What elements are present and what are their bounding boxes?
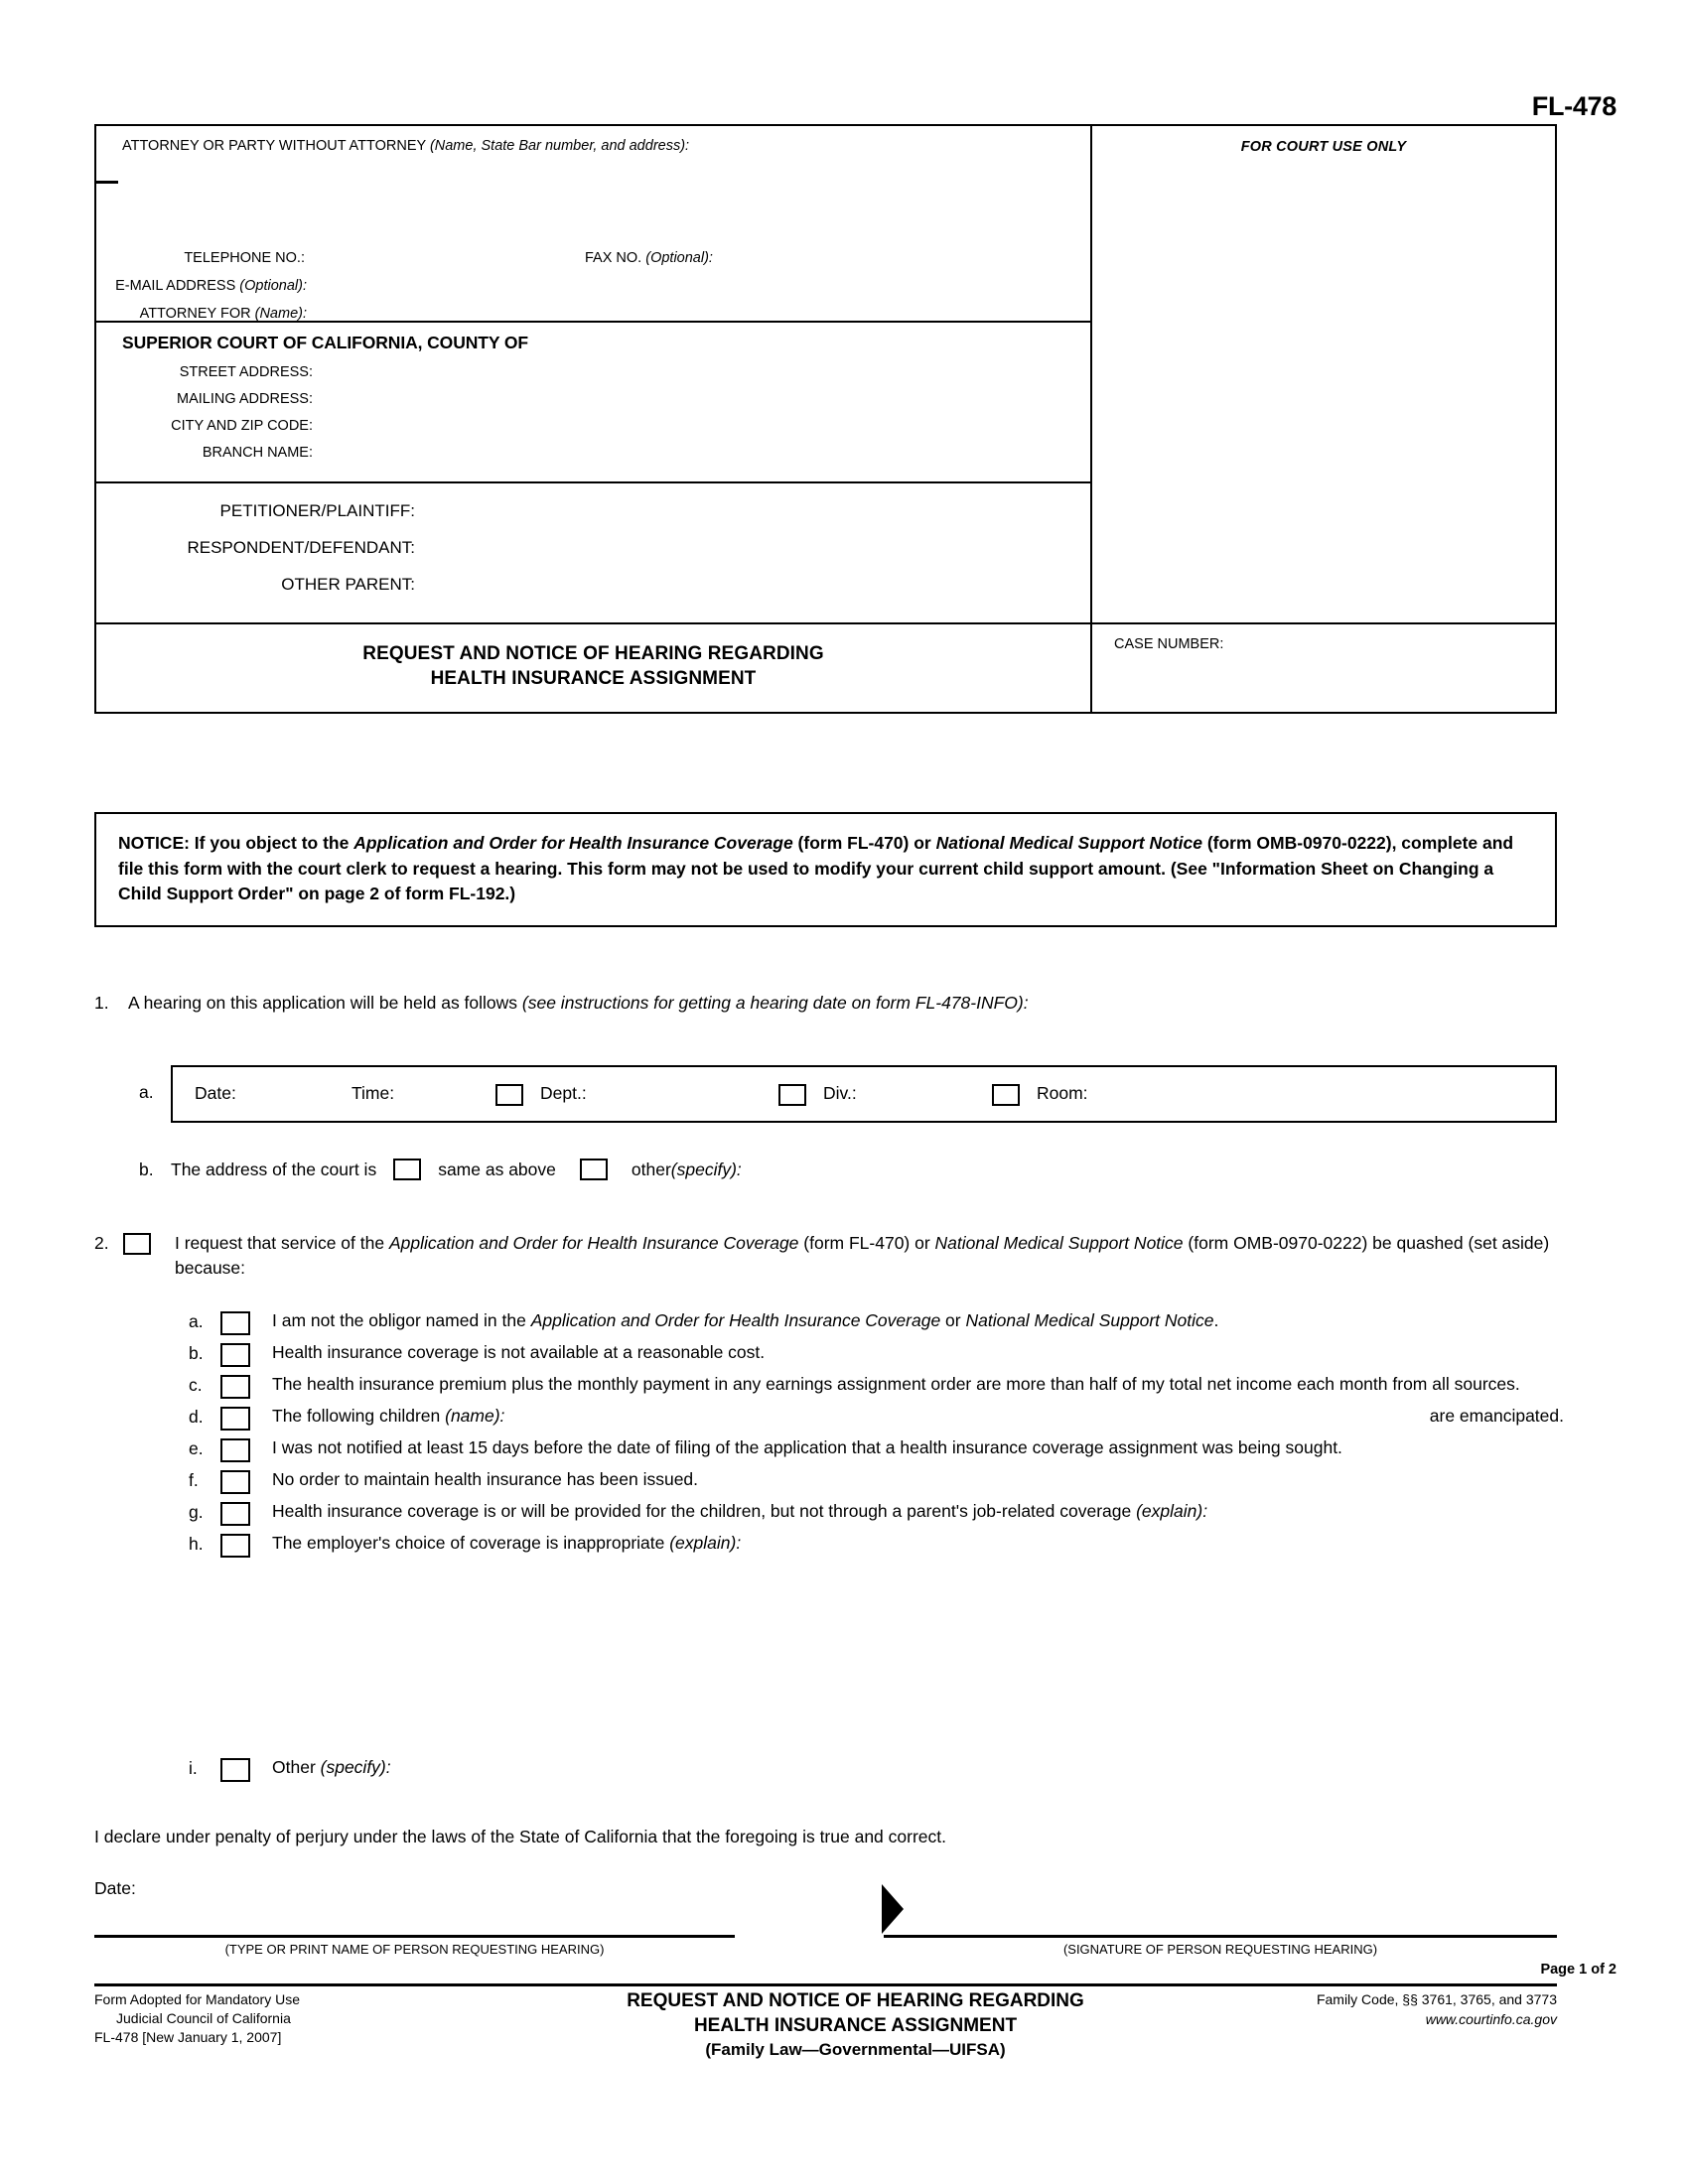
room-label: Room: bbox=[1037, 1083, 1088, 1103]
petitioner-label: PETITIONER/PLAINTIFF: bbox=[219, 501, 415, 520]
hearing-details-box bbox=[171, 1065, 1557, 1123]
subitem-d-trailing: are emancipated. bbox=[1429, 1406, 1564, 1426]
email-label-text: E-MAIL ADDRESS bbox=[115, 278, 236, 294]
subitem-h-checkbox[interactable] bbox=[220, 1531, 272, 1558]
hearing-date-label: Date: bbox=[195, 1083, 236, 1103]
street-address-label: STREET ADDRESS: bbox=[179, 364, 313, 380]
item-1b-same-label: same as above bbox=[438, 1159, 556, 1179]
subitem-i-italic1: (specify): bbox=[320, 1757, 391, 1777]
hearing-time-label: Time: bbox=[352, 1083, 395, 1103]
city-zip-label: CITY AND ZIP CODE: bbox=[171, 418, 313, 434]
subitem-f-checkbox[interactable] bbox=[220, 1467, 272, 1494]
subitem-b-letter: b. bbox=[189, 1343, 204, 1363]
room-checkbox[interactable] bbox=[992, 1084, 1020, 1106]
subitem-e-checkbox[interactable] bbox=[220, 1435, 272, 1462]
subitem-a-part1: I am not the obligor named in the bbox=[272, 1310, 531, 1330]
subitem-a-checkbox[interactable] bbox=[220, 1308, 272, 1335]
fax-label bbox=[585, 250, 713, 266]
subitem-d-part1: The following children bbox=[272, 1406, 446, 1426]
div-checkbox-box[interactable] bbox=[778, 1084, 806, 1106]
div-checkbox[interactable] bbox=[778, 1084, 806, 1106]
attorney-tick-mark bbox=[96, 181, 118, 184]
subitem-i-letter: i. bbox=[189, 1758, 198, 1778]
item-2-part1: I request that service of the bbox=[175, 1233, 389, 1253]
subitem-f-text: No order to maintain health insurance has been issued. bbox=[272, 1469, 699, 1489]
address-other-checkbox-box[interactable] bbox=[580, 1159, 608, 1180]
other-parent-label: OTHER PARENT: bbox=[281, 575, 415, 594]
footer-title-line3: (Family Law—Governmental—UIFSA) bbox=[705, 2039, 1006, 2059]
subitem-a-italic1: Application and Order for Health Insurance Coverage bbox=[530, 1310, 941, 1330]
item-1-number: 1. bbox=[94, 993, 109, 1013]
subitem-d-italic1: (name): bbox=[445, 1406, 505, 1426]
notice-part3: (form OMB-0970-0222), complete and file this form with the court clerk to request a hearing. This form may not be used to modify your current child support amount. (See "Information Sheet on Changing a Child Support Order" on page 2 of form FL-192.) bbox=[118, 833, 1514, 904]
attorney-label bbox=[96, 138, 1090, 154]
subitem-b-text: Health insurance coverage is not available at a reasonable cost. bbox=[272, 1342, 766, 1362]
document-title bbox=[96, 641, 1090, 692]
court-title: SUPERIOR COURT OF CALIFORNIA, COUNTY OF bbox=[122, 333, 528, 352]
fax-label-text: FAX NO. bbox=[585, 250, 642, 266]
subitem-i-checkbox-box[interactable] bbox=[220, 1758, 250, 1782]
footer-adopted-line1: Form Adopted for Mandatory Use bbox=[94, 1991, 300, 2007]
document-title-line2: HEALTH INSURANCE ASSIGNMENT bbox=[430, 668, 757, 690]
subitem-g-checkbox[interactable] bbox=[220, 1499, 272, 1526]
subitem-c bbox=[189, 1372, 1564, 1399]
email-label bbox=[96, 278, 307, 294]
attorney-for-text: ATTORNEY FOR bbox=[139, 306, 251, 322]
document-title-line1: REQUEST AND NOTICE OF HEARING REGARDING bbox=[362, 643, 824, 664]
caption-left-column bbox=[96, 126, 1092, 622]
email-label-hint: (Optional): bbox=[239, 278, 307, 294]
notice-part2: (form FL-470) or bbox=[792, 833, 936, 853]
subitem-a-italic2: National Medical Support Notice bbox=[965, 1310, 1214, 1330]
subitem-e bbox=[189, 1435, 1564, 1462]
notice-text bbox=[118, 831, 1533, 907]
attorney-label-hint: (Name, State Bar number, and address): bbox=[429, 138, 690, 154]
subitem-d-checkbox-box[interactable] bbox=[220, 1407, 250, 1431]
fax-label-hint: (Optional): bbox=[645, 250, 713, 266]
footer-title-line1: REQUEST AND NOTICE OF HEARING REGARDING bbox=[627, 1990, 1084, 2011]
page-number: Page 1 of 2 bbox=[1540, 1962, 1617, 1978]
subitem-f-letter: f. bbox=[189, 1470, 199, 1490]
subitem-d-text bbox=[272, 1404, 1564, 1429]
subitem-d-checkbox[interactable] bbox=[220, 1404, 272, 1431]
footer-adopted-line3: FL-478 [New January 1, 2007] bbox=[94, 2029, 282, 2046]
subitem-h-letter: h. bbox=[189, 1534, 204, 1554]
subitem-c-letter: c. bbox=[189, 1375, 203, 1395]
subitem-c-checkbox-box[interactable] bbox=[220, 1375, 250, 1399]
room-checkbox-box[interactable] bbox=[992, 1084, 1020, 1106]
item-1b-letter: b. bbox=[139, 1159, 154, 1179]
footer bbox=[94, 1990, 1557, 2061]
item-1 bbox=[94, 993, 1564, 1014]
subitem-a-text bbox=[272, 1308, 1564, 1333]
caption-table bbox=[94, 124, 1557, 714]
item-2-checkbox[interactable] bbox=[123, 1231, 175, 1255]
item-1b-text: The address of the court is bbox=[171, 1159, 377, 1179]
item-2 bbox=[94, 1231, 1564, 1281]
subitem-e-checkbox-box[interactable] bbox=[220, 1438, 250, 1462]
subitem-i-part1: Other bbox=[272, 1757, 321, 1777]
footer-divider bbox=[94, 1983, 1557, 1986]
attorney-label-text: ATTORNEY OR PARTY WITHOUT ATTORNEY bbox=[122, 138, 426, 154]
subitem-h bbox=[189, 1531, 1564, 1558]
subitem-b bbox=[189, 1340, 1564, 1367]
subitem-a bbox=[189, 1308, 1564, 1335]
subitem-i bbox=[189, 1755, 391, 1782]
footer-website[interactable]: www.courtinfo.ca.gov bbox=[1425, 2010, 1557, 2027]
subitem-b-checkbox-box[interactable] bbox=[220, 1343, 250, 1367]
subitem-c-text: The health insurance premium plus the monthly payment in any earnings assignment order are more than half of my total net income each month from all sources. bbox=[272, 1374, 1520, 1394]
subitem-f-checkbox-box[interactable] bbox=[220, 1470, 250, 1494]
respondent-label: RESPONDENT/DEFENDANT: bbox=[187, 538, 415, 557]
subitem-a-part3: . bbox=[1213, 1310, 1219, 1330]
subitem-a-letter: a. bbox=[189, 1311, 204, 1331]
signature-rule bbox=[884, 1935, 1557, 1938]
notice-italic1: Application and Order for Health Insurance Coverage bbox=[353, 833, 793, 853]
dept-label: Dept.: bbox=[540, 1083, 587, 1103]
declaration-date-label: Date: bbox=[94, 1878, 136, 1898]
footer-left bbox=[94, 1990, 482, 2047]
item-2-text bbox=[175, 1231, 1564, 1281]
subitem-c-checkbox[interactable] bbox=[220, 1372, 272, 1399]
subitem-d bbox=[189, 1404, 1564, 1431]
print-name-rule bbox=[94, 1935, 735, 1938]
item-1b-other-label: other bbox=[631, 1159, 671, 1179]
subitem-g-text bbox=[272, 1499, 1564, 1524]
subitem-h-text bbox=[272, 1531, 1564, 1556]
footer-title bbox=[482, 1988, 1229, 2061]
item-1-text: A hearing on this application will be held as follows bbox=[128, 993, 522, 1013]
footer-adopted-line2: Judicial Council of California bbox=[116, 2010, 291, 2027]
subitem-g-checkbox-box[interactable] bbox=[220, 1502, 250, 1526]
div-label: Div.: bbox=[823, 1083, 857, 1103]
item-1b bbox=[139, 1159, 742, 1180]
court-block bbox=[96, 323, 1090, 483]
subitem-d-letter: d. bbox=[189, 1407, 204, 1427]
footer-title-line2: HEALTH INSURANCE ASSIGNMENT bbox=[693, 2015, 1018, 2037]
item-1a-letter: a. bbox=[139, 1082, 154, 1102]
perjury-declaration: I declare under penalty of perjury under the laws of the State of California that the foregoing is true and correct. bbox=[94, 1827, 946, 1846]
item-2-italic1: Application and Order for Health Insurance Coverage bbox=[388, 1233, 799, 1253]
dept-checkbox[interactable] bbox=[495, 1084, 523, 1106]
parties-block bbox=[96, 483, 1090, 622]
subitem-g-letter: g. bbox=[189, 1502, 204, 1522]
subitem-g-italic1: (explain): bbox=[1136, 1501, 1208, 1521]
branch-name-label: BRANCH NAME: bbox=[202, 445, 313, 461]
form-number: FL-478 bbox=[1531, 91, 1617, 121]
signature-arrow-icon bbox=[882, 1884, 904, 1934]
subitem-h-part1: The employer's choice of coverage is inappropriate bbox=[272, 1533, 670, 1553]
subitem-g bbox=[189, 1499, 1564, 1526]
subitem-e-text: I was not notified at least 15 days before the date of filing of the application that a health insurance coverage assignment was being sought. bbox=[272, 1437, 1342, 1457]
notice-box bbox=[94, 812, 1557, 927]
subitem-f bbox=[189, 1467, 1564, 1494]
item-2-part3: (form OMB-0970-0222) be quashed (set aside) because: bbox=[175, 1233, 1550, 1278]
item-1-italic: (see instructions for getting a hearing date on form FL-478-INFO): bbox=[521, 993, 1029, 1013]
item-2-checkbox-box[interactable] bbox=[123, 1233, 151, 1255]
notice-italic2: National Medical Support Notice bbox=[935, 833, 1202, 853]
mailing-address-label: MAILING ADDRESS: bbox=[177, 391, 313, 407]
telephone-label: TELEPHONE NO.: bbox=[184, 250, 305, 266]
case-number-label: CASE NUMBER: bbox=[1114, 636, 1224, 652]
signature-caption: (SIGNATURE OF PERSON REQUESTING HEARING) bbox=[1062, 1942, 1378, 1957]
address-same-checkbox[interactable] bbox=[376, 1159, 438, 1180]
item-2-part2: (form FL-470) or bbox=[798, 1233, 935, 1253]
item-2-italic2: National Medical Support Notice bbox=[934, 1233, 1184, 1253]
subitem-a-checkbox-box[interactable] bbox=[220, 1311, 250, 1335]
item-2-number: 2. bbox=[94, 1233, 109, 1253]
subitem-b-checkbox[interactable] bbox=[220, 1340, 272, 1367]
item-2-subitems bbox=[189, 1308, 1564, 1563]
subitem-a-part2: or bbox=[940, 1310, 966, 1330]
print-name-caption: (TYPE OR PRINT NAME OF PERSON REQUESTING HEARING) bbox=[224, 1942, 605, 1957]
subitem-g-part1: Health insurance coverage is or will be provided for the children, but not through a parent's job-related coverage bbox=[272, 1501, 1137, 1521]
footer-right bbox=[1229, 1990, 1557, 2029]
address-same-checkbox-box[interactable] bbox=[393, 1159, 421, 1180]
address-other-checkbox[interactable] bbox=[556, 1159, 632, 1180]
item-1b-other-italic: (specify): bbox=[670, 1159, 742, 1179]
attorney-for-hint: (Name): bbox=[254, 306, 307, 322]
subitem-i-text bbox=[272, 1755, 391, 1780]
document-title-cell bbox=[96, 624, 1092, 712]
subitem-i-checkbox[interactable] bbox=[220, 1755, 272, 1782]
attorney-block bbox=[96, 126, 1090, 323]
subitem-h-italic1: (explain): bbox=[669, 1533, 742, 1553]
footer-code-citation: Family Code, §§ 3761, 3765, and 3773 bbox=[1316, 1991, 1557, 2007]
for-court-use-only-box bbox=[1092, 126, 1555, 622]
attorney-for-label bbox=[96, 306, 307, 322]
subitem-e-letter: e. bbox=[189, 1438, 204, 1458]
dept-checkbox-box[interactable] bbox=[495, 1084, 523, 1106]
notice-part1: NOTICE: If you object to the bbox=[118, 833, 354, 853]
subitem-h-checkbox-box[interactable] bbox=[220, 1534, 250, 1558]
case-number-cell bbox=[1092, 624, 1555, 712]
for-court-use-only-label: FOR COURT USE ONLY bbox=[1240, 139, 1407, 155]
